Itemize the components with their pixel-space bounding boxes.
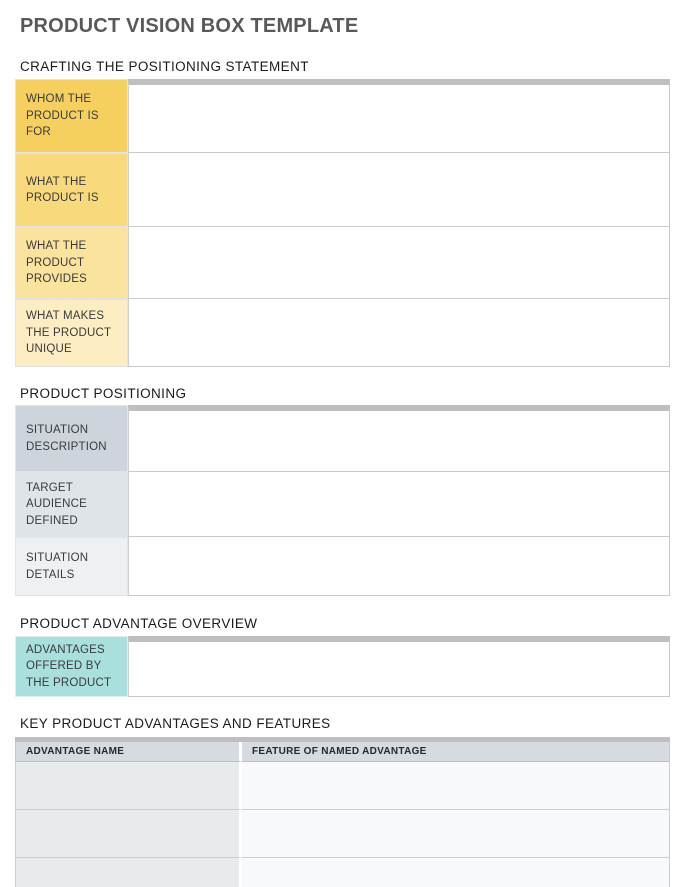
label-what-the-product-is: WHAT THE PRODUCT IS bbox=[15, 153, 128, 227]
table-row bbox=[15, 405, 670, 472]
product-positioning-table bbox=[15, 405, 670, 596]
table-row bbox=[15, 227, 670, 299]
section-title-key-product-advantages: KEY PRODUCT ADVANTAGES AND FEATURES bbox=[20, 716, 331, 731]
section-title-positioning-statement: CRAFTING THE POSITIONING STATEMENT bbox=[20, 59, 309, 74]
input-cell-what-makes-the-product-unique[interactable] bbox=[128, 299, 670, 367]
table-row bbox=[15, 762, 670, 810]
advantage-name-input-cell[interactable] bbox=[15, 762, 242, 810]
feature-input-cell[interactable] bbox=[242, 858, 670, 887]
page-title: PRODUCT VISION BOX TEMPLATE bbox=[20, 15, 359, 37]
input-cell-what-the-product-is[interactable] bbox=[128, 153, 670, 227]
positioning-statement-table bbox=[15, 79, 670, 367]
feature-input-cell[interactable] bbox=[242, 810, 670, 858]
column-header-advantage-name: ADVANTAGE NAME bbox=[15, 742, 242, 762]
advantage-name-input-cell[interactable] bbox=[15, 858, 242, 887]
advantage-name-input-cell[interactable] bbox=[15, 810, 242, 858]
table-row bbox=[15, 810, 670, 858]
input-cell-what-the-product-provides[interactable] bbox=[128, 227, 670, 299]
table-row bbox=[15, 537, 670, 596]
label-target-audience-defined: TARGET AUDIENCE DEFINED bbox=[15, 472, 128, 537]
table-row bbox=[15, 636, 670, 697]
feature-input-cell[interactable] bbox=[242, 762, 670, 810]
table-row bbox=[15, 79, 670, 153]
table-row bbox=[15, 858, 670, 887]
advantages-features-table bbox=[15, 737, 670, 887]
input-cell-situation-details[interactable] bbox=[128, 537, 670, 596]
label-advantages-offered-by-the-product: ADVANTAGES OFFERED BY THE PRODUCT bbox=[15, 636, 128, 697]
label-situation-details: SITUATION DETAILS bbox=[15, 537, 128, 596]
label-situation-description: SITUATION DESCRIPTION bbox=[15, 405, 128, 472]
input-cell-situation-description[interactable] bbox=[128, 405, 670, 472]
input-cell-advantages-offered-by-the-product[interactable] bbox=[128, 636, 670, 697]
table-row bbox=[15, 299, 670, 367]
section-title-product-positioning: PRODUCT POSITIONING bbox=[20, 386, 187, 401]
input-cell-target-audience-defined[interactable] bbox=[128, 472, 670, 537]
product-advantage-overview-table bbox=[15, 636, 670, 697]
section-title-product-advantage-overview: PRODUCT ADVANTAGE OVERVIEW bbox=[20, 616, 258, 631]
label-whom-the-product-is-for: WHOM THE PRODUCT IS FOR bbox=[15, 79, 128, 153]
label-what-the-product-provides: WHAT THE PRODUCT PROVIDES bbox=[15, 227, 128, 299]
input-cell-whom-the-product-is-for[interactable] bbox=[128, 79, 670, 153]
column-header-feature-of-named-advantage: FEATURE OF NAMED ADVANTAGE bbox=[242, 742, 670, 762]
table-row bbox=[15, 472, 670, 537]
table-row bbox=[15, 153, 670, 227]
label-what-makes-the-product-unique: WHAT MAKES THE PRODUCT UNIQUE bbox=[15, 299, 128, 367]
table-header-row bbox=[15, 742, 670, 762]
